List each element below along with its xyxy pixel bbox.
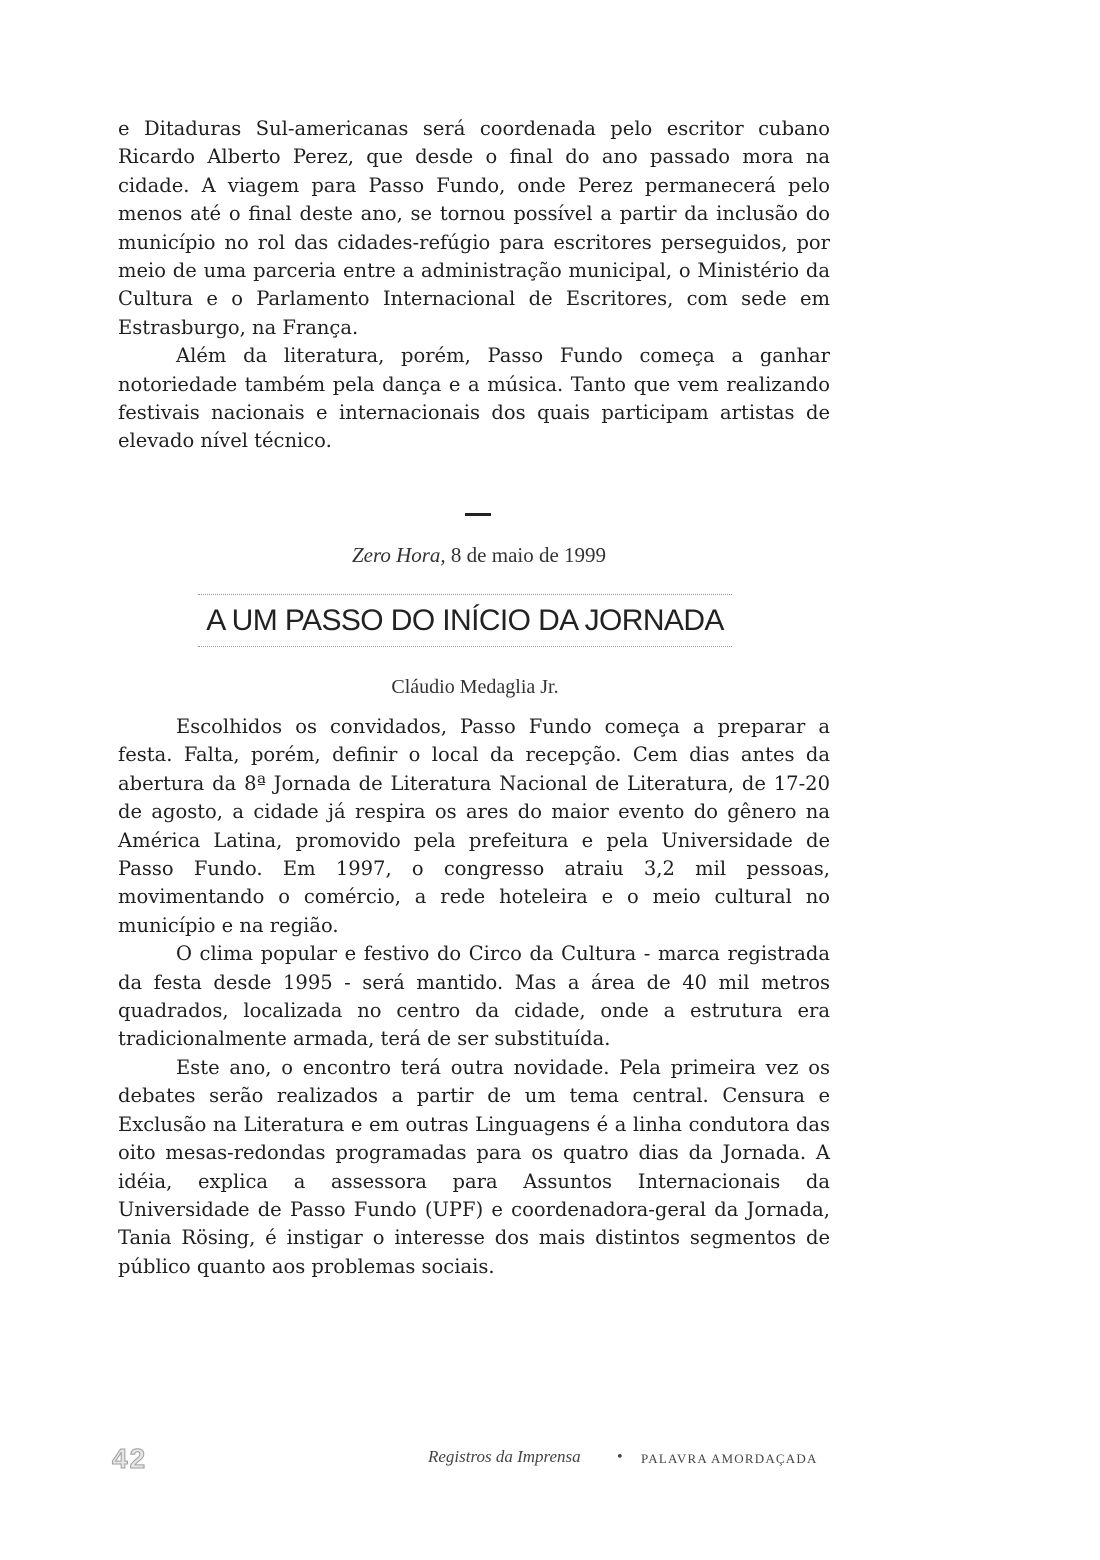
book-title: PALAVRA AMORDAÇADA <box>641 1451 818 1466</box>
headline-rule-top <box>198 594 732 595</box>
paragraph: Este ano, o encontro terá outra novidade. Pela primeira vez os debates serão realizados a partir de um tema central. Censura e Exclusão na Literatura e em outras Linguagens é a linha condutora das oito mesas-redondas programadas para os quatro dias da Jornada. A idéia, explica a assessora para Assuntos Internacionais da Universidade de Passo Fundo (UPF) e coordenadora-geral da Jornada, Tania Rösing, é instigar o interesse dos mais distintos segmentos de público quanto aos problemas sociais. <box>118 1055 830 1278</box>
continued-text <box>118 115 830 456</box>
publication-date: 8 de maio de 1999 <box>450 543 607 567</box>
paragraph: O clima popular e festivo do Circo da Cultura - marca registrada da festa desde 1995 - será mantido. Mas a área de 40 mil metros quadrados, localizada no centro da cidade, onde a estrutura era tradicionalmente armada, terá de ser substituída. <box>118 942 830 1051</box>
bullet-separator: • <box>616 1450 624 1465</box>
page-footer <box>0 1443 1100 1473</box>
article-author: Cláudio Medaglia Jr. <box>391 676 559 698</box>
section-separator <box>465 513 491 516</box>
running-title: Registros da Imprensa <box>428 1447 581 1466</box>
paragraph: e Ditaduras Sul-americanas será coordenada pelo escritor cubano Ricardo Alberto Perez, que desde o final do ano passado mora na cidade. A viagem para Passo Fundo, onde Perez permanecerá pelo menos até o final deste ano, se tornou possível a partir da inclusão do município no rol das cidades-refúgio para escritores perseguidos, por meio de uma parceria entre a administração municipal, o Ministério da Cultura e o Parlamento Internacional de Escritores, com sede em Estrasburgo, na França. <box>118 117 830 339</box>
paragraph: Escolhidos os convidados, Passo Fundo começa a preparar a festa. Falta, porém, definir o local da recepção. Cem dias antes da abertura da 8ª Jornada de Literatura Nacional de Literatura, de 17-20 de agosto, a cidade já respira os ares do maior evento do gênero na América Latina, promovido pela prefeitura e pela Universidade de Passo Fundo. Em 1997, o congresso atraiu 3,2 mil pessoas, movimentando o comércio, a rede hoteleira e o meio cultural no município e na região. <box>118 715 830 937</box>
page-number: 42 <box>112 1443 148 1474</box>
headline-rule-bottom <box>198 646 732 647</box>
article-source <box>0 543 958 568</box>
newspaper-name: Zero Hora, <box>351 543 446 567</box>
paragraph: Além da literatura, porém, Passo Fundo começa a ganhar notoriedade também pela dança e a música. Tanto que vem realizando festivais nacionais e internacionais dos quais participam artistas de elevado nível técnico. <box>118 344 830 453</box>
article-body <box>118 713 830 1281</box>
article-headline: A UM PASSO DO INÍCIO DA JORNADA <box>206 604 724 637</box>
